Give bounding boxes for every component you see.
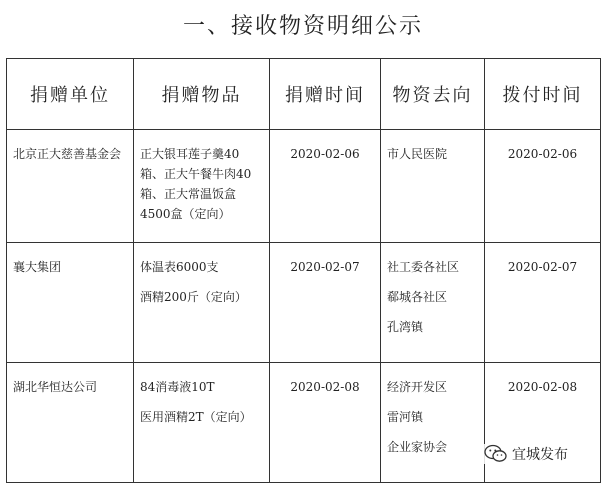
page-title: 一、接收物资明细公示 [182, 14, 423, 39]
watermark [482, 444, 570, 464]
allocation-date-cell: 2020-02-07 [485, 243, 601, 363]
goods-cell: 正大银耳莲子羹40箱、正大午餐牛肉40箱、正大常温饭盒4500盒（定向） [134, 130, 270, 243]
column-header-destination: 物资去向 [381, 59, 485, 130]
donor-cell: 襄大集团 [7, 243, 134, 363]
table-row [7, 243, 601, 363]
destination-cell [381, 243, 485, 363]
goods-cell [134, 243, 270, 363]
goods-line: 酒精200斤（定向） [140, 290, 247, 304]
table-row [7, 130, 601, 243]
allocation-date-cell: 2020-02-08 [485, 363, 601, 483]
destination-line: 郗城各社区 [387, 290, 448, 304]
column-header-goods: 捐赠物品 [134, 59, 270, 130]
destination-line: 孔湾镇 [387, 320, 424, 334]
donation-date-cell: 2020-02-07 [270, 243, 381, 363]
destination-cell: 市人民医院 [381, 130, 485, 243]
table-header-row [7, 59, 601, 130]
watermark-text: 宜城发布 [512, 447, 568, 463]
column-header-donation-date: 捐赠时间 [270, 59, 381, 130]
wechat-icon [484, 444, 508, 464]
goods-line: 体温表6000支 [140, 260, 219, 274]
donor-cell: 北京正大慈善基金会 [7, 130, 134, 243]
donor-cell: 湖北华恒达公司 [7, 363, 134, 483]
allocation-date-cell: 2020-02-06 [485, 130, 601, 243]
destination-cell [381, 363, 485, 483]
destination-line: 雷河镇 [387, 410, 424, 424]
donation-date-cell: 2020-02-06 [270, 130, 381, 243]
column-header-allocation-date: 拨付时间 [485, 59, 601, 130]
goods-cell [134, 363, 270, 483]
destination-line: 经济开发区 [387, 380, 448, 394]
donation-table [6, 58, 601, 483]
goods-line: 84消毒液10T [140, 380, 215, 394]
column-header-donor: 捐赠单位 [7, 59, 134, 130]
destination-line: 企业家协会 [387, 440, 448, 454]
destination-line: 社工委各社区 [387, 260, 460, 274]
goods-line: 医用酒精2T（定向） [140, 410, 252, 424]
table-row [7, 363, 601, 483]
donation-date-cell: 2020-02-08 [270, 363, 381, 483]
